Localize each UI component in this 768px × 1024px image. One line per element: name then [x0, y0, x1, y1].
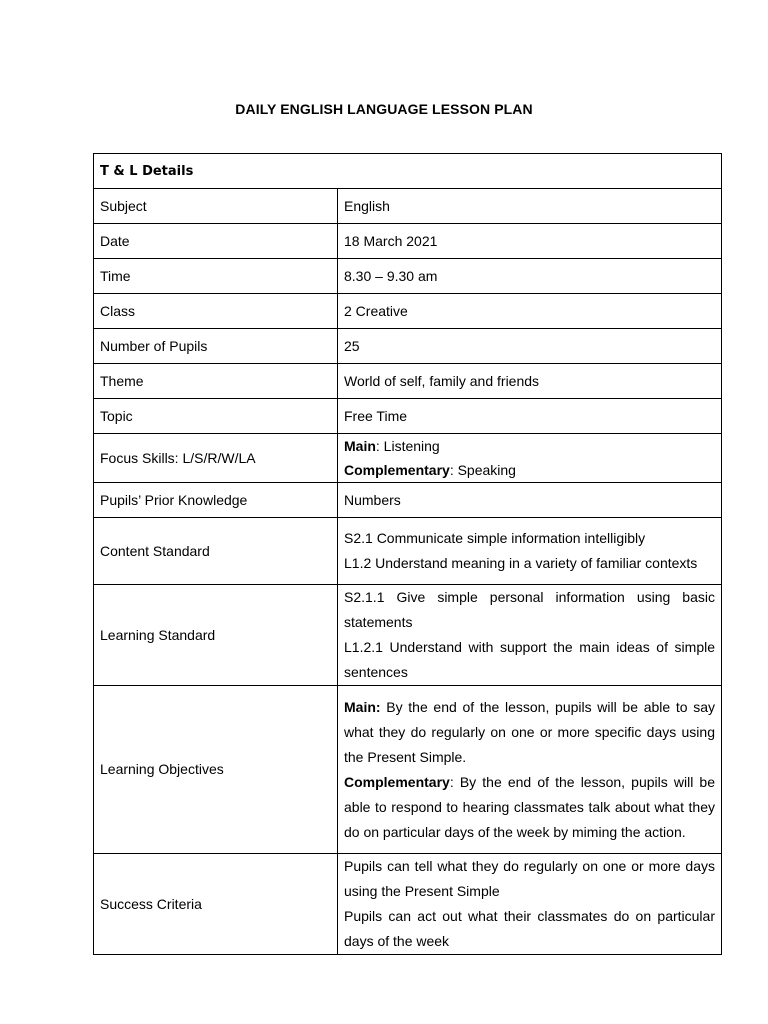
focus-skills-label: Focus Skills: L/S/R/W/LA — [94, 434, 338, 483]
subject-value: English — [338, 189, 722, 224]
table-row — [94, 518, 722, 585]
time-value: 8.30 – 9.30 am — [338, 259, 722, 294]
date-label: Date — [94, 224, 338, 259]
focus-complementary-line — [344, 458, 715, 482]
pupils-count-label: Number of Pupils — [94, 329, 338, 364]
prior-knowledge-label: Pupils’ Prior Knowledge — [94, 483, 338, 518]
focus-main-line — [344, 434, 715, 458]
subject-label: Subject — [94, 189, 338, 224]
pupils-count-value: 25 — [338, 329, 722, 364]
learning-standard-label: Learning Standard — [94, 585, 338, 686]
objective-complementary — [344, 770, 715, 845]
content-standard-label: Content Standard — [94, 518, 338, 585]
prior-knowledge-value: Numbers — [338, 483, 722, 518]
content-standard-line: S2.1 Communicate simple information intelligibly — [344, 530, 646, 546]
table-row — [94, 854, 722, 955]
content-standard-line: L1.2 Understand meaning in a variety of familiar contexts — [344, 555, 698, 571]
class-label: Class — [94, 294, 338, 329]
objective-complementary-label: Complementary — [344, 773, 450, 790]
table-row — [94, 399, 722, 434]
theme-value: World of self, family and friends — [338, 364, 722, 399]
table-row — [94, 434, 722, 483]
table-row — [94, 189, 722, 224]
topic-value: Free Time — [338, 399, 722, 434]
learning-objectives-label: Learning Objectives — [94, 686, 338, 854]
table-row — [94, 329, 722, 364]
learning-objectives-value — [338, 686, 722, 854]
table-row — [94, 364, 722, 399]
focus-complementary-label: Complementary — [344, 462, 450, 478]
success-criteria-line: Pupils can tell what they do regularly on one or more days using the Present Simple — [344, 858, 715, 899]
focus-complementary-value: : Speaking — [449, 462, 516, 478]
table-row — [94, 224, 722, 259]
table-row — [94, 686, 722, 854]
learning-standard-line: S2.1.1 Give simple personal information using basic statements — [344, 589, 715, 630]
table-row — [94, 294, 722, 329]
focus-main-label: Main — [344, 438, 376, 454]
objective-complementary-text: : By the end of the lesson, pupils will be able to respond to hearing classmates talk about what they do on particular days of the week by miming the action. — [344, 773, 715, 840]
success-criteria-line: Pupils can act out what their classmates do on particular days of the week — [344, 908, 715, 949]
table-row — [94, 585, 722, 686]
date-value: 18 March 2021 — [338, 224, 722, 259]
focus-skills-value — [338, 434, 722, 483]
content-standard-value — [338, 518, 722, 585]
class-value: 2 Creative — [338, 294, 722, 329]
success-criteria-label: Success Criteria — [94, 854, 338, 955]
time-label: Time — [94, 259, 338, 294]
focus-main-value: : Listening — [375, 438, 440, 454]
topic-label: Topic — [94, 399, 338, 434]
theme-label: Theme — [94, 364, 338, 399]
document-title: DAILY ENGLISH LANGUAGE LESSON PLAN — [235, 101, 533, 117]
learning-standard-value — [338, 585, 722, 686]
success-criteria-value — [338, 854, 722, 955]
table-header: T & L Details — [94, 154, 722, 189]
learning-standard-line: L1.2.1 Understand with support the main ideas of simple sentences — [344, 639, 715, 680]
lesson-details-table — [93, 153, 722, 955]
objective-main — [344, 695, 715, 770]
objective-main-label: Main: — [344, 698, 381, 715]
table-header-row — [94, 154, 722, 189]
table-row — [94, 259, 722, 294]
table-row — [94, 483, 722, 518]
objective-main-text: By the end of the lesson, pupils will be able to say what they do regularly on one or more specific days using the Present Simple. — [344, 698, 715, 765]
